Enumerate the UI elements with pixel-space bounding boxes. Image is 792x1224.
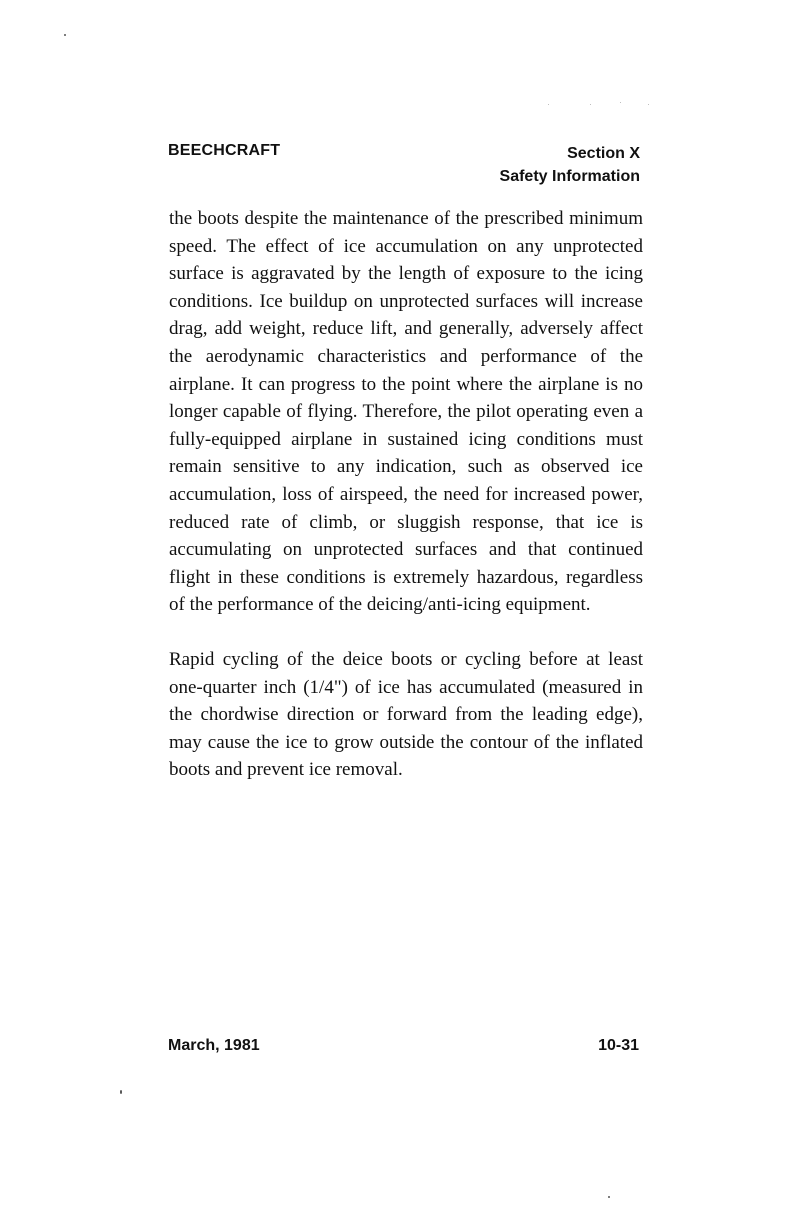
scan-speck [608,1196,610,1198]
page-number: 10-31 [598,1037,639,1054]
scan-speck [590,104,591,105]
scan-speck [64,34,66,36]
paragraph-boot-cycling: Rapid cycling of the deice boots or cycling before at least one-quarter inch (1/4") of ice has accumulated (measured in the chordwise direction or forward from the leading edge), may cause the ice to grow outside the contour of the inflated boots and prevent ice removal. [169,648,643,781]
section-number: Section X [567,145,640,162]
section-heading [500,142,640,188]
manufacturer-heading: BEECHCRAFT [168,142,281,159]
section-title: Safety Information [499,168,640,185]
page-body [169,205,643,784]
scan-speck [120,1090,122,1094]
scan-speck [620,102,621,103]
revision-date: March, 1981 [168,1037,260,1054]
paragraph-icing-hazards: the boots despite the maintenance of the prescribed minimum speed. The effect of ice accumulation on any unprotected surface is aggravated by the length of exposure to the icing conditions. Ice buildup on unprotected surfaces will increase drag, add weight, reduce lift, and generally, adversely affect the aerodynamic characteristics and performance of the airplane. It can progress to the point where the airplane is no longer capable of flying. Therefore, the pilot operating even a fully-equipped airplane in sustained icing conditions must remain sensitive to any indication, such as observed ice accumulation, loss of airspeed, the need for increased power, reduced rate of climb, or sluggish response, that ice is accumulating on unprotected surfaces and that continued flight in these conditions is extremely hazardous, regardless of the performance of the deicing/anti-icing equipment. [169,208,643,616]
scan-speck [648,104,649,105]
scan-speck [548,104,549,105]
